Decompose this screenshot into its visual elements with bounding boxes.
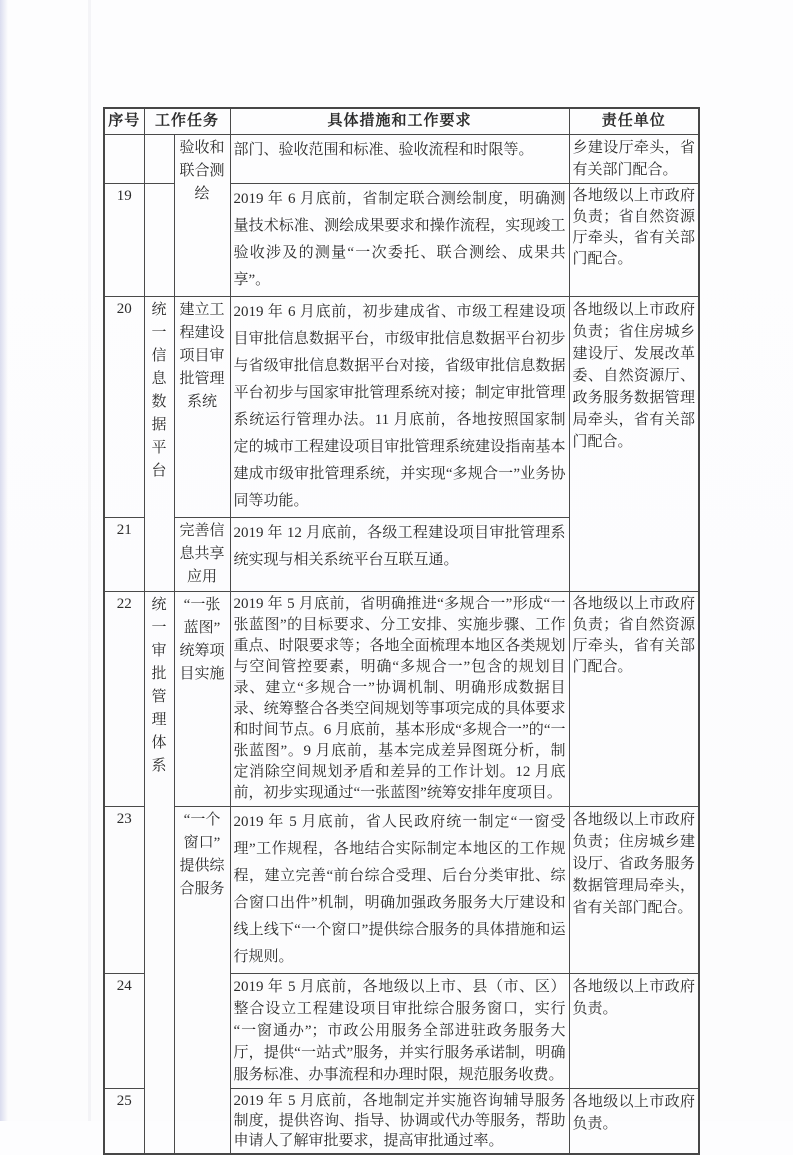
serial-number-cell: 24 bbox=[104, 974, 144, 1089]
header-responsible-unit: 责任单位 bbox=[569, 108, 699, 135]
measures-cell: 2019 年 6 月底前，省制定联合测绘制度，明确测量技术标准、测绘成果要求和操作流程，实现竣工验收涉及的测量“一次委托、联合测绘、成果共享”。 bbox=[230, 184, 569, 297]
measures-cell: 部门、验收范围和标准、验收流程和时限等。 bbox=[230, 135, 569, 184]
measures-cell: 2019 年 5 月底前，各地制定并实施咨询辅导服务制度，提供咨询、指导、协调或代办等服务，帮助申请人了解审批要求，提高审批通过率。 bbox=[230, 1089, 569, 1155]
serial-number-cell: 21 bbox=[104, 518, 144, 592]
task-cell: 建立工程建设项目审批管理系统 bbox=[174, 297, 230, 518]
table-header-row bbox=[104, 108, 699, 135]
header-serial-number: 序号 bbox=[104, 108, 144, 135]
measures-cell: 2019 年 6 月底前，初步建成省、市级工程建设项目审批信息数据平台，市级审批信息数据平台初步与省级审批信息数据平台对接，省级审批信息数据平台初步与国家审批管理系统对接；制定审批管理系统运行管理办法。11 月底前，各地按照国家制定的城市工程建设项目审批管理系统建设指南基本建成市级审批管理系统，并实现“多规合一”业务协同等功能。 bbox=[230, 297, 569, 518]
group-cell: 统一审批管理体系 bbox=[144, 592, 174, 1155]
table-row bbox=[104, 297, 699, 518]
serial-number-cell: 22 bbox=[104, 592, 144, 807]
approval-measures-table bbox=[103, 107, 700, 1155]
group-cell bbox=[144, 184, 174, 297]
scan-edge-artifact bbox=[0, 0, 8, 1121]
group-cell bbox=[144, 135, 174, 184]
table-row bbox=[104, 135, 699, 184]
measures-cell: 2019 年 5 月底前，省人民政府统一制定“一窗受理”工作规程，各地结合实际制定本地区的工作规程，建立完善“前台综合受理、后台分类审批、综合窗口出件”机制，明确加强政务服务大厅建设和线上线下“一个窗口”提供综合服务的具体措施和运行规则。 bbox=[230, 807, 569, 974]
serial-number-cell: 25 bbox=[104, 1089, 144, 1155]
responsible-cell: 各地级以上市政府负责；住房城乡建设厅、省政务服务数据管理局牵头，省有关部门配合。 bbox=[569, 807, 699, 974]
measures-cell: 2019 年 5 月底前，各地级以上市、县（市、区）整合设立工程建设项目审批综合服务窗口，实行“一窗通办”；市政公用服务全部进驻政务服务大厅，提供“一站式”服务，并实行服务承诺制，明确服务标准、办事流程和办理时限，规范服务收费。 bbox=[230, 974, 569, 1089]
task-cell: “一个窗口”提供综合服务 bbox=[174, 807, 230, 1155]
responsible-cell: 乡建设厅牵头，省有关部门配合。 bbox=[569, 135, 699, 184]
scan-streak-artifact bbox=[88, 0, 91, 1121]
serial-number-cell: 19 bbox=[104, 184, 144, 297]
task-cell: 验收和联合测绘 bbox=[174, 135, 230, 297]
responsible-cell: 各地级以上市政府负责。 bbox=[569, 1089, 699, 1155]
responsible-cell: 各地级以上市政府负责。 bbox=[569, 974, 699, 1089]
table-row bbox=[104, 592, 699, 807]
task-cell: 完善信息共享应用 bbox=[174, 518, 230, 592]
header-measures-requirements: 具体措施和工作要求 bbox=[230, 108, 569, 135]
serial-number-cell: 20 bbox=[104, 297, 144, 518]
responsible-cell: 各地级以上市政府负责；省住房城乡建设厅、发展改革委、自然资源厅、政务服务数据管理局牵头，省有关部门配合。 bbox=[569, 297, 699, 592]
serial-number-cell: 23 bbox=[104, 807, 144, 974]
serial-number-cell bbox=[104, 135, 144, 184]
measures-cell: 2019 年 12 月底前，各级工程建设项目审批管理系统实现与相关系统平台互联互通。 bbox=[230, 518, 569, 592]
table-row bbox=[104, 807, 699, 974]
header-work-task: 工作任务 bbox=[144, 108, 230, 135]
responsible-cell: 各地级以上市政府负责；省自然资源厅牵头，省有关部门配合。 bbox=[569, 184, 699, 297]
task-cell: “一张蓝图”统筹项目实施 bbox=[174, 592, 230, 807]
responsible-cell: 各地级以上市政府负责；省自然资源厅牵头，省有关部门配合。 bbox=[569, 592, 699, 807]
group-cell: 统一信息数据平台 bbox=[144, 297, 174, 592]
measures-cell: 2019 年 5 月底前，省明确推进“多规合一”形成“一张蓝图”的目标要求、分工安排、实施步骤、工作重点、时限要求等；各地全面梳理本地区各类规划与空间管控要素，明确“多规合一”包含的规划目录、建立“多规合一”协调机制、明确形成数据目录、统筹整合各类空间规划等事项完成的具体要求和时间节点。6 月底前，基本形成“多规合一”的“一张蓝图”。9 月底前，基本完成差异图斑分析，制定消除空间规划矛盾和差异的工作计划。12 月底前，初步实现通过“一张蓝图”统筹安排年度项目。 bbox=[230, 592, 569, 807]
